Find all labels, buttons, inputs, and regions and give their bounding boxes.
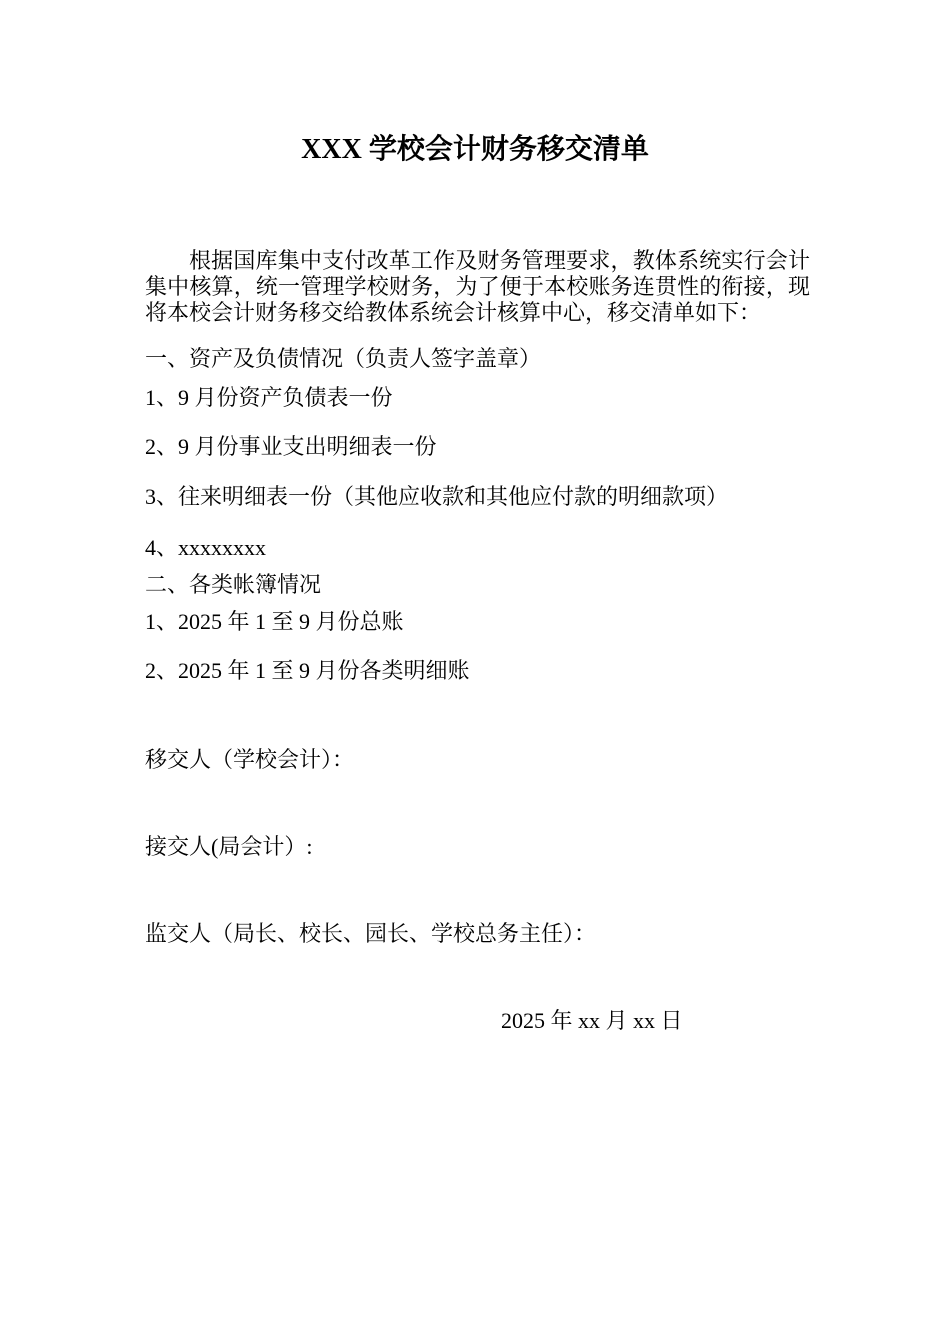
section1-item: 1、9 月份资产负债表一份 [145,385,393,410]
section1-item: 4、xxxxxxxx [145,535,267,560]
supervisor-signature-line: 监交人（局长、校长、园长、学校总务主任）： [145,921,597,946]
section1-item: 2、9 月份事业支出明细表一份 [145,434,437,459]
section1-item: 3、往来明细表一份（其他应收款和其他应付款的明细款项） [145,484,729,509]
document-title: XXX 学校会计财务移交清单 [301,134,649,165]
section2-item: 2、2025 年 1 至 9 月份各类明细账 [145,658,470,683]
section1-heading: 一、资产及负债情况（负责人签字盖章） [145,346,542,371]
section2-heading: 二、各类帐簿情况 [145,572,322,597]
receiver-signature-line: 接交人(局会计）: [145,834,313,859]
transferor-signature-line: 移交人（学校会计）： [145,747,355,772]
section2-item: 1、2025 年 1 至 9 月份总账 [145,609,404,634]
intro-paragraph: 根据国库集中支付改革工作及财务管理要求，教体系统实行会计集中核算，统一管理学校财务，为了便于本校账务连贯性的衔接，现将本校会计财务移交给教体系统会计核算中心，移交清单如下： [145,248,810,325]
document-date: 2025 年 xx 月 xx 日 [501,1008,683,1033]
